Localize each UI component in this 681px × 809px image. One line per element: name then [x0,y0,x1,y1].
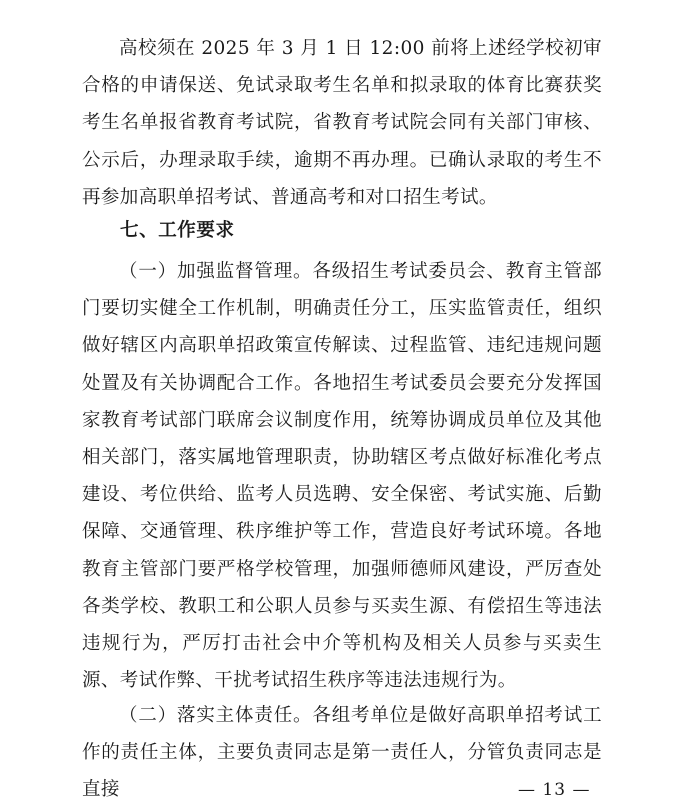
paragraph-lead: （一）加强监督管理。 [119,261,313,282]
paragraph-text: 各级招生考试委员会、教育主管部门要切实健全工作机制，明确责任分工，压实监管责任，组织做好辖区内高职单招政策宣传解读、过程监管、违纪违规问题处置及有关协调配合工作。各地招生考试委员会要充分发挥国家教育考试部门联席会议制度作用，统筹协调成员单位及其他相关部门，落实属地管理职责，协助辖区考点做好标准化考点建设、考位供给、监考人员选聘、安全保密、考试实施、后勤保障、交通管理、秩序维护等工作，营造良好考试环境。各地教育主管部门要严格学校管理，加强师德师风建设，严厉查处各类学校、教职工和公职人员参与买卖生源、有偿招生等违法违规行为，严厉打击社会中介等机构及相关人员参与买卖生源、考试作弊、干扰考试招生秩序等违法违规行为。 [82,261,602,692]
paragraph-supervision [82,253,602,699]
paragraph-text: 各组考单位是做好高职单招考试工作的责任主体，主要负责同志是第一责任人，分管负责同志是直接 [82,705,602,801]
paragraph-submission-deadline [82,30,602,216]
page-number: — 13 — [518,780,591,800]
paragraph-text: 高校须在 2025 年 3 月 1 日 12:00 前将上述经学校初审合格的申请保送、免试录取考生名单和拟录取的体育比赛获奖考生名单报省教育考试院，省教育考试院会同有关部门审核、公示后，办理录取手续，逾期不再办理。已确认录取的考生不再参加高职单招考试、普通高考和对口招生考试。 [82,38,602,208]
paragraph-lead: （二）落实主体责任。 [119,705,313,726]
section-heading: 七、工作要求 [120,220,235,241]
